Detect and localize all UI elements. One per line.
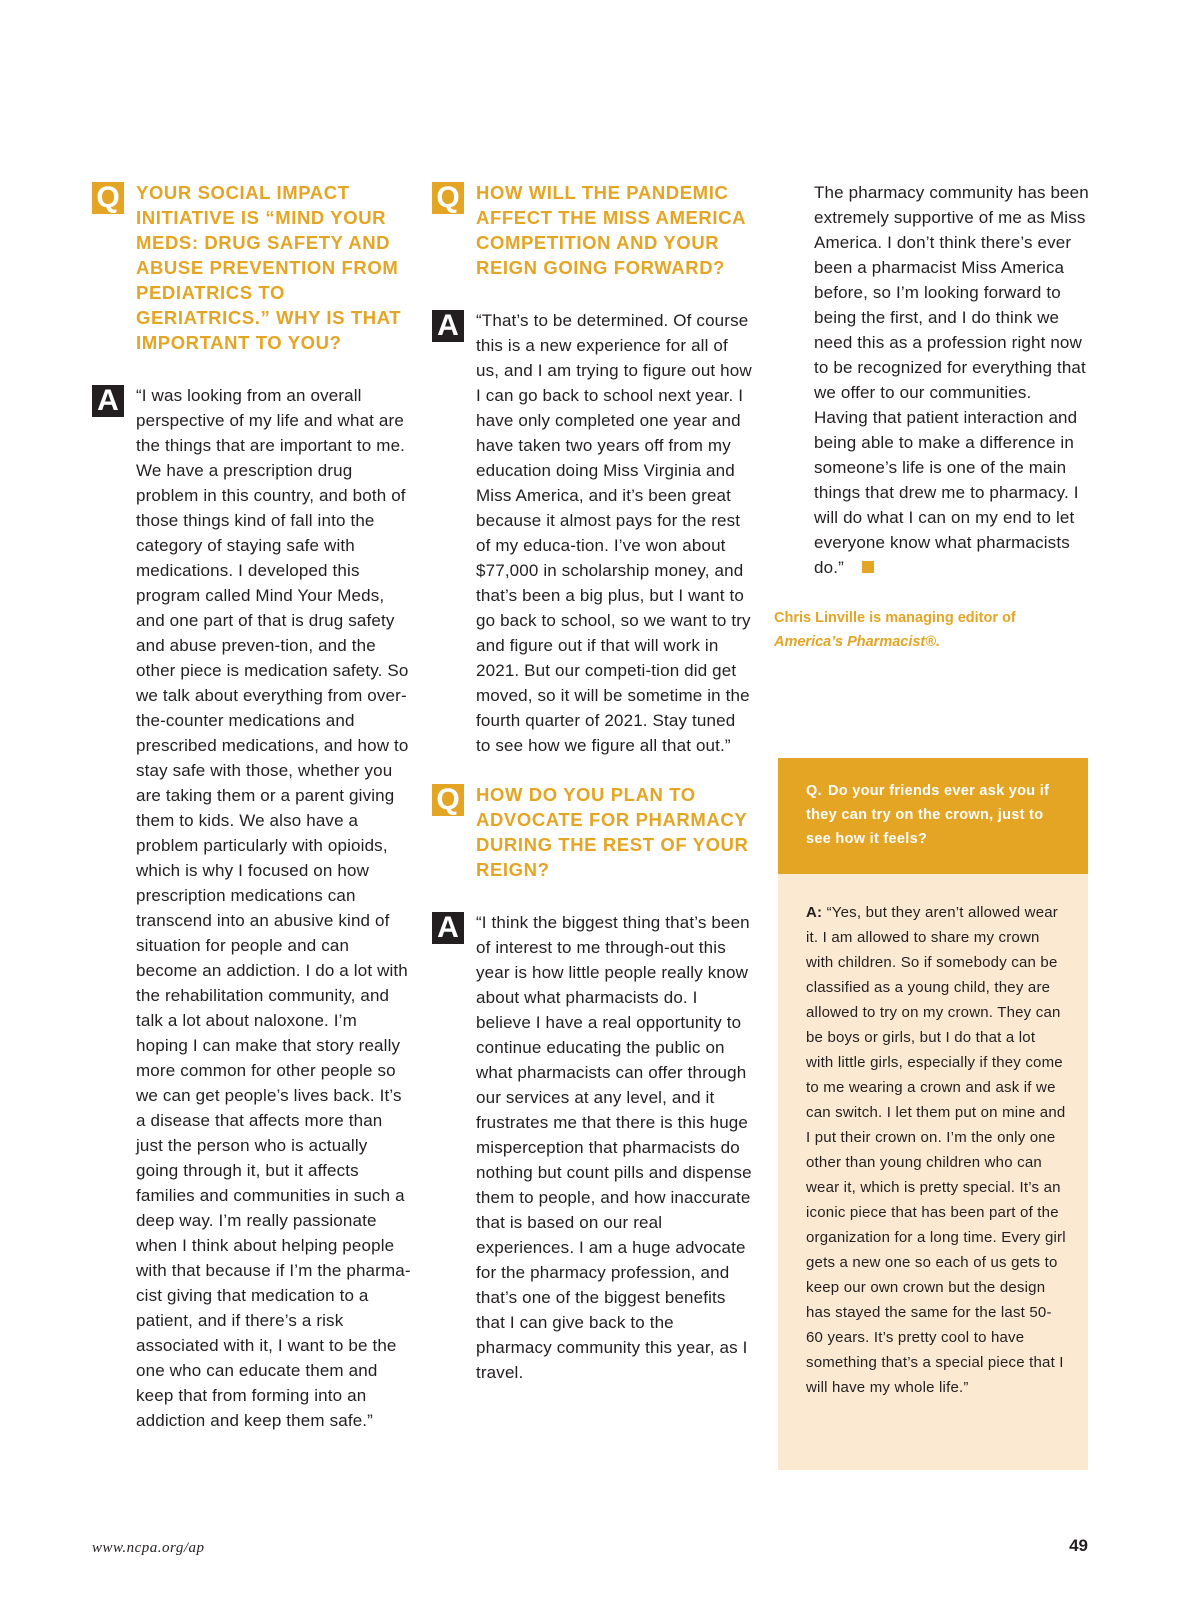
answer-block <box>432 910 752 1385</box>
sidebar-q-prefix: Q. <box>806 783 822 799</box>
author-byline <box>772 606 1090 654</box>
sidebar-question-text: Do your friends ever ask you if they can try on the crown, just to see how it feels? <box>806 783 1050 847</box>
end-mark-icon <box>862 561 874 573</box>
byline-text: Chris Linville is managing editor of <box>774 610 1016 626</box>
column-2 <box>432 180 752 1409</box>
answer-continuation <box>772 180 1090 580</box>
question-text: YOUR SOCIAL IMPACT INITIATIVE IS “MIND YOUR MEDS: DRUG SAFETY AND ABUSE PREVENTION FROM PEDIATRICS TO GERIATRICS.” WHY IS THAT IMPORTANT TO YOU? <box>136 182 402 353</box>
sidebar-question <box>778 758 1088 874</box>
sidebar-a-prefix: A: <box>806 904 823 921</box>
answer-block <box>432 308 752 758</box>
answer-block <box>92 383 412 1433</box>
answer-text: “I think the biggest thing that’s been of interest to me through-out this year is how little people really know about what pharmacists do. I believe I have a real opportunity to continue educating the public on what pharmacists can offer through our services at any level, and it frustrates me that there is this huge misperception that pharmacists do nothing but count pills and dispense them to people, and how inaccurate that is based on our real experiences. I am a huge advocate for the pharmacy profession, and that’s one of the biggest benefits that I can give back to the pharmacy community this year, as I travel. <box>476 913 752 1382</box>
question-block <box>432 782 752 882</box>
question-block <box>432 180 752 280</box>
question-text: HOW WILL THE PANDEMIC AFFECT THE MISS AMERICA COMPETITION AND YOUR REIGN GOING FORWARD? <box>476 182 746 278</box>
page-number: 49 <box>1069 1536 1088 1555</box>
sidebar-box <box>778 758 1088 1470</box>
a-badge: A <box>92 385 124 417</box>
q-badge: Q <box>432 784 464 816</box>
column-1 <box>92 180 412 1457</box>
answer-text: “That’s to be determined. Of course this is a new experience for all of us, and I am trying to figure out how I can go back to school next year. I have only completed one year and have taken two years off from my education doing Miss Virginia and Miss America, and it’s been great because it almost pays for the rest of my educa-tion. I’ve won about $77,000 in scholarship money, and that’s been a big plus, but I want to go back to school, so we want to try and figure out if that will work in 2021. But our competi-tion did get moved, so it will be sometime in the fourth quarter of 2021. Stay tuned to see how we figure all that out.” <box>476 311 752 755</box>
question-text: HOW DO YOU PLAN TO ADVOCATE FOR PHARMACY DURING THE REST OF YOUR REIGN? <box>476 784 749 880</box>
a-badge: A <box>432 310 464 342</box>
sidebar-answer-text: “Yes, but they aren’t allowed wear it. I am allowed to share my crown with children. So if somebody can be classified as a young child, they are allowed to try on my crown. They can be boys or girls, but I do that a lot with little girls, especially if they come to me wearing a crown and ask if we can switch. I let them put on mine and I put their crown on. I’m the only one other than young children who can wear it, which is pretty special. It’s an iconic piece that has been part of the organization for a long time. Every girl gets a new one so each of us gets to keep our own crown but the design has stayed the same for the last 50-60 years. It’s pretty cool to have something that’s a special piece that I will have my whole life.” <box>806 904 1066 1396</box>
q-badge: Q <box>92 182 124 214</box>
sidebar-answer <box>778 874 1088 1470</box>
publication-name: America’s Pharmacist®. <box>774 634 940 650</box>
a-badge: A <box>432 912 464 944</box>
answer-text: The pharmacy community has been extremely supportive of me as Miss America. I don’t think there’s ever been a pharmacist Miss America before, so I’m looking forward to being the first, and I do think we need this as a profession right now to be recognized for everything that we offer to our communities. Having that patient interaction and being able to make a difference in someone’s life is one of the main things that drew me to pharmacy. I will do what I can on my end to let everyone know what pharmacists do.” <box>814 183 1089 577</box>
question-block <box>92 180 412 355</box>
answer-text: “I was looking from an overall perspective of my life and what are the things that are important to me. We have a prescription drug problem in this country, and both of those things kind of fall into the category of staying safe with medications. I developed this program called Mind Your Meds, and one part of that is drug safety and abuse preven-tion, and the other piece is medication safety. So we talk about everything from over-the-counter medications and prescribed medications, and how to stay safe with those, whether you are taking them or a parent giving them to kids. We also have a problem particularly with opioids, which is why I focused on how prescription medications can transcend into an abusive kind of situation for people and can become an addiction. I do a lot with the rehabilitation community, and talk a lot about naloxone. I’m hoping I can make that story really more common for other people so we can get people’s lives back. It’s a disease that affects more than just the person who is actually going through it, but it affects families and communities in such a deep way. I’m really passionate when I think about helping people with that because if I’m the pharma-cist giving that medication to a patient, and if there’s a risk associated with it, I want to be the one who can educate them and keep that from forming into an addiction and keep them safe.” <box>136 386 411 1430</box>
q-badge: Q <box>432 182 464 214</box>
column-3 <box>772 180 1090 654</box>
footer-url: www.ncpa.org/ap <box>92 1540 205 1556</box>
